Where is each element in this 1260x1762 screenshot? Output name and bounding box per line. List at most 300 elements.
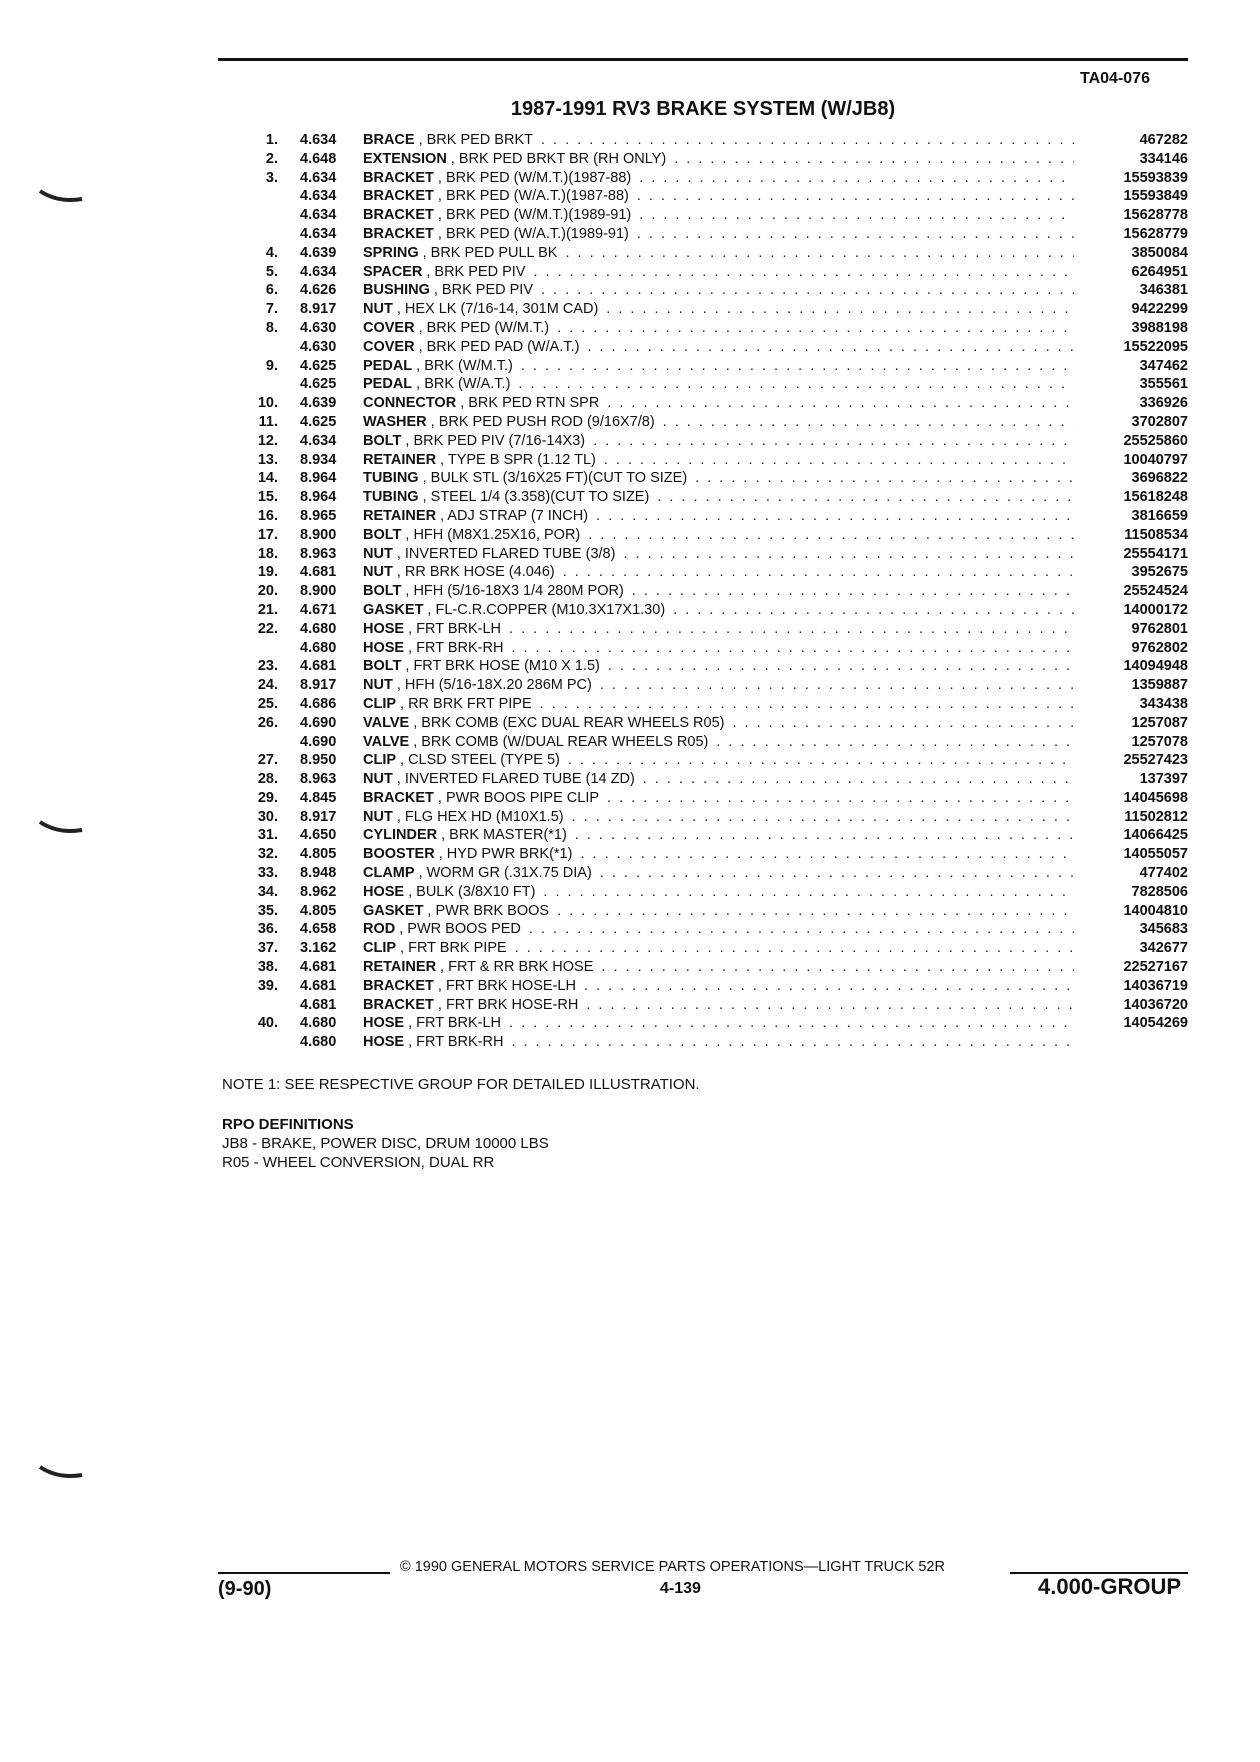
part-description (363, 902, 1088, 921)
part-number: 6264951 (1131, 263, 1188, 280)
part-description (363, 808, 1088, 827)
leader-dots (515, 939, 1074, 958)
part-name: CLIP (363, 695, 397, 712)
part-detail: , BRK PED BRKT BR (RH ONLY) (450, 150, 667, 167)
part-detail: , BULK STL (3/16X25 FT)(CUT TO SIZE) (422, 470, 688, 487)
part-name: HOSE (363, 883, 405, 900)
part-description (363, 432, 1088, 451)
part-name: TUBING (363, 489, 419, 506)
leader-dots (541, 281, 1074, 300)
part-number: 3816659 (1131, 507, 1188, 524)
part-detail: , FRT BRK-RH (408, 1034, 504, 1051)
item-number: 28. (257, 771, 278, 788)
part-row (240, 394, 1188, 413)
leader-dots (565, 244, 1074, 263)
item-number: 6. (265, 282, 278, 299)
leader-dots (518, 375, 1074, 394)
group-number: 4.658 (300, 921, 337, 938)
item-number: 17. (257, 526, 278, 543)
part-row (240, 996, 1188, 1015)
leader-dots (695, 469, 1074, 488)
part-detail: , PWR BRK BOOS (427, 902, 550, 919)
leader-dots (509, 620, 1074, 639)
group-number: 4.634 (300, 132, 337, 148)
group-number: 4.845 (300, 789, 337, 806)
page-title: 1987-1991 RV3 BRAKE SYSTEM (W/JB8) (510, 98, 896, 120)
part-detail: , RR BRK FRT PIPE (400, 695, 532, 712)
part-description (363, 375, 1088, 394)
leader-dots (593, 432, 1074, 451)
part-description (363, 545, 1088, 564)
part-name: NUT (363, 564, 393, 581)
part-detail: , PWR BOOS PIPE CLIP (437, 789, 600, 806)
part-row (240, 789, 1188, 808)
binder-hole-mark (38, 1463, 84, 1481)
part-name: BRACKET (363, 207, 434, 224)
part-description (363, 150, 1088, 169)
group-number: 4.634 (300, 169, 337, 186)
leader-dots (637, 225, 1074, 244)
leader-dots (673, 601, 1074, 620)
item-number: 12. (257, 432, 278, 449)
part-description (363, 451, 1088, 470)
part-row (240, 150, 1188, 169)
part-description (363, 770, 1088, 789)
leader-dots (674, 150, 1074, 169)
part-name: NUT (363, 771, 393, 788)
group-number: 4.625 (300, 413, 337, 430)
item-number: 13. (257, 451, 278, 468)
part-name: HOSE (363, 620, 405, 637)
part-name: BRACKET (363, 789, 434, 806)
part-description (363, 920, 1088, 939)
part-description (363, 676, 1088, 695)
part-number: 15628778 (1123, 207, 1188, 224)
part-row (240, 808, 1188, 827)
group-number: 8.962 (300, 883, 337, 900)
leader-dots (732, 714, 1074, 733)
group-number: 4.681 (300, 564, 337, 581)
part-row (240, 131, 1188, 150)
part-detail: , FLG HEX HD (M10X1.5) (396, 808, 564, 825)
part-number: 14004810 (1123, 902, 1188, 919)
leader-dots (511, 639, 1074, 658)
part-description (363, 977, 1088, 996)
leader-dots (607, 394, 1074, 413)
item-number: 37. (257, 940, 278, 957)
part-detail: , FL-C.R.COPPER (M10.3X17X1.30) (427, 601, 666, 618)
leader-dots (541, 131, 1074, 150)
item-number: 38. (257, 959, 278, 976)
part-description (363, 263, 1088, 282)
part-row (240, 1033, 1188, 1052)
leader-dots (563, 563, 1074, 582)
item-number: 30. (257, 808, 278, 825)
group-number: 8.965 (300, 507, 337, 524)
group-number: 8.917 (300, 677, 337, 694)
part-row (240, 676, 1188, 695)
part-row (240, 845, 1188, 864)
part-row (240, 695, 1188, 714)
part-row (240, 169, 1188, 188)
part-number: 11508534 (1124, 526, 1188, 543)
group-number: 4.690 (300, 714, 337, 731)
part-detail: , FRT BRK-LH (408, 1015, 502, 1032)
part-detail: , BRK COMB (EXC DUAL REAR WHEELS R05) (413, 714, 725, 731)
document-code: TA04-076 (1080, 70, 1150, 87)
item-number: 16. (257, 507, 278, 524)
item-number: 15. (257, 489, 278, 506)
group-number: 8.963 (300, 545, 337, 562)
leader-dots (572, 808, 1074, 827)
page-number: 4-139 (660, 1580, 701, 1597)
part-row (240, 451, 1188, 470)
leader-dots (511, 1033, 1074, 1052)
part-number: 342677 (1139, 940, 1188, 957)
part-detail: , BRK PED PIV (433, 282, 533, 299)
part-name: BRACKET (363, 169, 434, 186)
part-detail: , HFH (5/16-18X.20 286M PC) (396, 677, 592, 694)
part-number: 1257078 (1131, 733, 1188, 750)
part-detail: , ADJ STRAP (7 INCH) (440, 507, 589, 524)
leader-dots (643, 770, 1074, 789)
part-detail: , CLSD STEEL (TYPE 5) (400, 752, 560, 769)
part-row (240, 413, 1188, 432)
part-row (240, 826, 1188, 845)
part-detail: , BRK (W/A.T.) (416, 376, 511, 393)
part-row (240, 714, 1188, 733)
group-number: 8.917 (300, 301, 337, 318)
part-row (240, 920, 1188, 939)
item-number: 25. (257, 695, 278, 712)
part-description (363, 695, 1088, 714)
part-row (240, 469, 1188, 488)
rpo-definitions (222, 1115, 549, 1172)
leader-dots (588, 526, 1074, 545)
part-name: VALVE (363, 714, 410, 731)
leader-dots (580, 845, 1074, 864)
item-number: 33. (257, 865, 278, 882)
item-number: 21. (257, 601, 278, 618)
item-number: 24. (257, 677, 278, 694)
part-row (240, 319, 1188, 338)
part-number: 25527423 (1123, 752, 1188, 769)
item-number: 20. (257, 583, 278, 600)
part-description (363, 187, 1088, 206)
part-name: WASHER (363, 413, 427, 430)
group-number: 8.900 (300, 526, 337, 543)
rpo-line: R05 - WHEEL CONVERSION, DUAL RR (222, 1154, 495, 1171)
item-number: 11. (258, 413, 278, 430)
part-row (240, 939, 1188, 958)
part-description (363, 169, 1088, 188)
part-row (240, 582, 1188, 601)
group-number: 4.681 (300, 977, 337, 994)
part-detail: , FRT BRK HOSE (M10 X 1.5) (405, 658, 600, 675)
group-number: 8.948 (300, 865, 337, 882)
group-number: 4.625 (300, 357, 337, 374)
part-name: BRACE (363, 132, 415, 148)
part-row (240, 883, 1188, 902)
revision-date: (9-90) (218, 1578, 272, 1600)
part-description (363, 244, 1088, 263)
part-row (240, 488, 1188, 507)
part-row (240, 281, 1188, 300)
part-description (363, 883, 1088, 902)
group-number: 4.634 (300, 432, 337, 449)
part-number: 3702807 (1131, 413, 1188, 430)
part-description (363, 225, 1088, 244)
group-number: 4.681 (300, 658, 337, 675)
part-name: ROD (363, 921, 396, 938)
part-detail: , FRT BRK PIPE (400, 940, 507, 957)
part-detail: , BRK PED (W/M.T.)(1989-91) (437, 207, 632, 224)
part-number: 336926 (1139, 395, 1188, 412)
part-description (363, 620, 1088, 639)
group-number: 4.680 (300, 1015, 337, 1032)
item-number: 7. (265, 301, 278, 318)
item-number: 36. (257, 921, 278, 938)
part-name: CLAMP (363, 865, 415, 882)
part-number: 346381 (1139, 282, 1188, 299)
part-description (363, 526, 1088, 545)
part-name: CONNECTOR (363, 395, 457, 412)
part-name: GASKET (363, 601, 424, 618)
part-description (363, 733, 1088, 752)
part-detail: , BRK (W/M.T.) (416, 357, 513, 374)
part-number: 3952675 (1131, 564, 1188, 581)
part-number: 343438 (1139, 695, 1188, 712)
item-number: 10. (257, 395, 278, 412)
rpo-heading: RPO DEFINITIONS (222, 1116, 354, 1133)
group-number: 4.648 (300, 150, 337, 167)
part-row (240, 225, 1188, 244)
part-detail: , HFH (M8X1.25X16, POR) (405, 526, 581, 543)
part-description (363, 601, 1088, 620)
part-name: NUT (363, 808, 393, 825)
part-row (240, 958, 1188, 977)
part-row (240, 357, 1188, 376)
part-name: SPRING (363, 244, 419, 261)
item-number: 31. (257, 827, 278, 844)
part-row (240, 977, 1188, 996)
item-number: 26. (257, 714, 278, 731)
group-number: 4.639 (300, 244, 337, 261)
part-row (240, 300, 1188, 319)
part-number: 467282 (1139, 132, 1188, 148)
leader-dots (587, 338, 1074, 357)
part-name: BRACKET (363, 996, 434, 1013)
part-number: 22527167 (1123, 959, 1188, 976)
part-detail: , BRK PED RTN SPR (460, 395, 600, 412)
part-description (363, 319, 1088, 338)
part-row (240, 639, 1188, 658)
item-number: 34. (257, 883, 278, 900)
part-description (363, 996, 1088, 1015)
leader-dots (529, 920, 1074, 939)
part-detail: , BRK PED PAD (W/A.T.) (418, 338, 580, 355)
part-number: 15618248 (1123, 489, 1188, 506)
leader-dots (600, 864, 1074, 883)
part-description (363, 1014, 1088, 1033)
note-text: NOTE 1: SEE RESPECTIVE GROUP FOR DETAILED ILLUSTRATION. (222, 1076, 700, 1093)
leader-dots (521, 357, 1074, 376)
part-number: 9762801 (1131, 620, 1188, 637)
part-number: 15628779 (1123, 225, 1188, 242)
leader-dots (632, 582, 1074, 601)
group-number: 4.686 (300, 695, 337, 712)
part-detail: , BRK PED PIV (426, 263, 526, 280)
part-number: 3988198 (1131, 319, 1188, 336)
part-number: 1359887 (1131, 677, 1188, 694)
part-description (363, 958, 1088, 977)
item-number: 40. (257, 1015, 278, 1032)
part-description (363, 413, 1088, 432)
part-number: 14055057 (1123, 846, 1188, 863)
leader-dots (557, 319, 1074, 338)
part-name: BOLT (363, 526, 402, 543)
leader-dots (657, 488, 1074, 507)
leader-dots (540, 695, 1074, 714)
part-number: 347462 (1139, 357, 1188, 374)
part-row (240, 244, 1188, 263)
part-description (363, 281, 1088, 300)
part-description (363, 394, 1088, 413)
part-description (363, 657, 1088, 676)
group-number: 4.680 (300, 639, 337, 656)
part-number: 10040797 (1123, 451, 1188, 468)
leader-dots (600, 676, 1074, 695)
leader-dots (543, 883, 1074, 902)
leader-dots (663, 413, 1074, 432)
part-detail: , HEX LK (7/16-14, 301M CAD) (396, 301, 599, 318)
group-number: 4.634 (300, 263, 337, 280)
item-number: 3. (265, 169, 278, 186)
part-detail: , TYPE B SPR (1.12 TL) (440, 451, 596, 468)
part-detail: , BRK PED (W/A.T.)(1987-88) (437, 188, 629, 205)
leader-dots (637, 187, 1074, 206)
item-number: 23. (257, 658, 278, 675)
part-description (363, 714, 1088, 733)
part-number: 25525860 (1123, 432, 1188, 449)
leader-dots (509, 1014, 1074, 1033)
part-detail: , WORM GR (.31X.75 DIA) (418, 865, 592, 882)
part-name: VALVE (363, 733, 410, 750)
part-name: BOLT (363, 583, 402, 600)
part-description (363, 751, 1088, 770)
part-row (240, 263, 1188, 282)
item-number: 8. (265, 319, 278, 336)
part-name: RETAINER (363, 959, 437, 976)
item-number: 19. (257, 564, 278, 581)
part-number: 9762802 (1131, 639, 1188, 656)
part-name: BOOSTER (363, 846, 435, 863)
rpo-line: JB8 - BRAKE, POWER DISC, DRUM 10000 LBS (222, 1135, 549, 1152)
group-label: 4.000-GROUP (1038, 1574, 1182, 1599)
item-number: 2. (265, 150, 278, 167)
part-row (240, 751, 1188, 770)
group-number: 8.963 (300, 771, 337, 788)
part-detail: , HFH (5/16-18X3 1/4 280M POR) (405, 583, 624, 600)
group-number: 8.964 (300, 470, 337, 487)
part-row (240, 770, 1188, 789)
parts-list (240, 131, 1188, 1052)
part-number: 7828506 (1131, 883, 1188, 900)
group-number: 4.639 (300, 395, 337, 412)
item-number: 1. (265, 132, 278, 148)
part-row (240, 545, 1188, 564)
part-name: CLIP (363, 752, 397, 769)
part-detail: , BRK PED (W/M.T.)(1987-88) (437, 169, 632, 186)
part-row (240, 563, 1188, 582)
part-number: 25524524 (1123, 583, 1188, 600)
item-number: 9. (265, 357, 278, 374)
part-description (363, 845, 1088, 864)
part-description (363, 864, 1088, 883)
part-name: EXTENSION (363, 150, 447, 167)
part-number: 15593849 (1123, 188, 1188, 205)
part-detail: , BRK PED PUSH ROD (9/16X7/8) (430, 413, 655, 430)
leader-dots (586, 996, 1074, 1015)
group-number: 8.917 (300, 808, 337, 825)
leader-dots (639, 169, 1074, 188)
part-name: RETAINER (363, 507, 437, 524)
leader-dots (575, 826, 1074, 845)
part-name: HOSE (363, 1034, 405, 1051)
leader-dots (716, 733, 1074, 752)
part-row (240, 620, 1188, 639)
part-description (363, 826, 1088, 845)
part-description (363, 357, 1088, 376)
leader-dots (557, 902, 1074, 921)
part-detail: , FRT & RR BRK HOSE (440, 959, 594, 976)
part-description (363, 563, 1088, 582)
part-number: 345683 (1139, 921, 1188, 938)
part-name: SPACER (363, 263, 423, 280)
leader-dots (584, 977, 1074, 996)
leader-dots (604, 451, 1074, 470)
part-name: HOSE (363, 1015, 405, 1032)
leader-dots (601, 958, 1074, 977)
part-detail: , FRT BRK-RH (408, 639, 504, 656)
part-number: 477402 (1139, 865, 1188, 882)
part-description (363, 507, 1088, 526)
item-number: 35. (257, 902, 278, 919)
part-name: COVER (363, 319, 415, 336)
group-number: 3.162 (300, 940, 337, 957)
part-description (363, 582, 1088, 601)
part-name: BRACKET (363, 188, 434, 205)
part-row (240, 526, 1188, 545)
part-name: BOLT (363, 432, 402, 449)
part-number: 14036719 (1123, 977, 1188, 994)
part-number: 15522095 (1123, 338, 1188, 355)
part-name: BRACKET (363, 977, 434, 994)
group-number: 8.964 (300, 489, 337, 506)
part-detail: , FRT BRK HOSE-RH (437, 996, 579, 1013)
part-name: CLIP (363, 940, 397, 957)
part-name: NUT (363, 301, 393, 318)
part-detail: , BRK MASTER(*1) (441, 827, 567, 844)
item-number: 32. (257, 846, 278, 863)
part-description (363, 206, 1088, 225)
binder-hole-mark (38, 187, 84, 205)
part-detail: , INVERTED FLARED TUBE (14 ZD) (396, 771, 635, 788)
part-name: COVER (363, 338, 415, 355)
part-number: 14054269 (1123, 1015, 1188, 1032)
part-description (363, 1033, 1088, 1052)
binder-hole-mark (38, 818, 84, 836)
